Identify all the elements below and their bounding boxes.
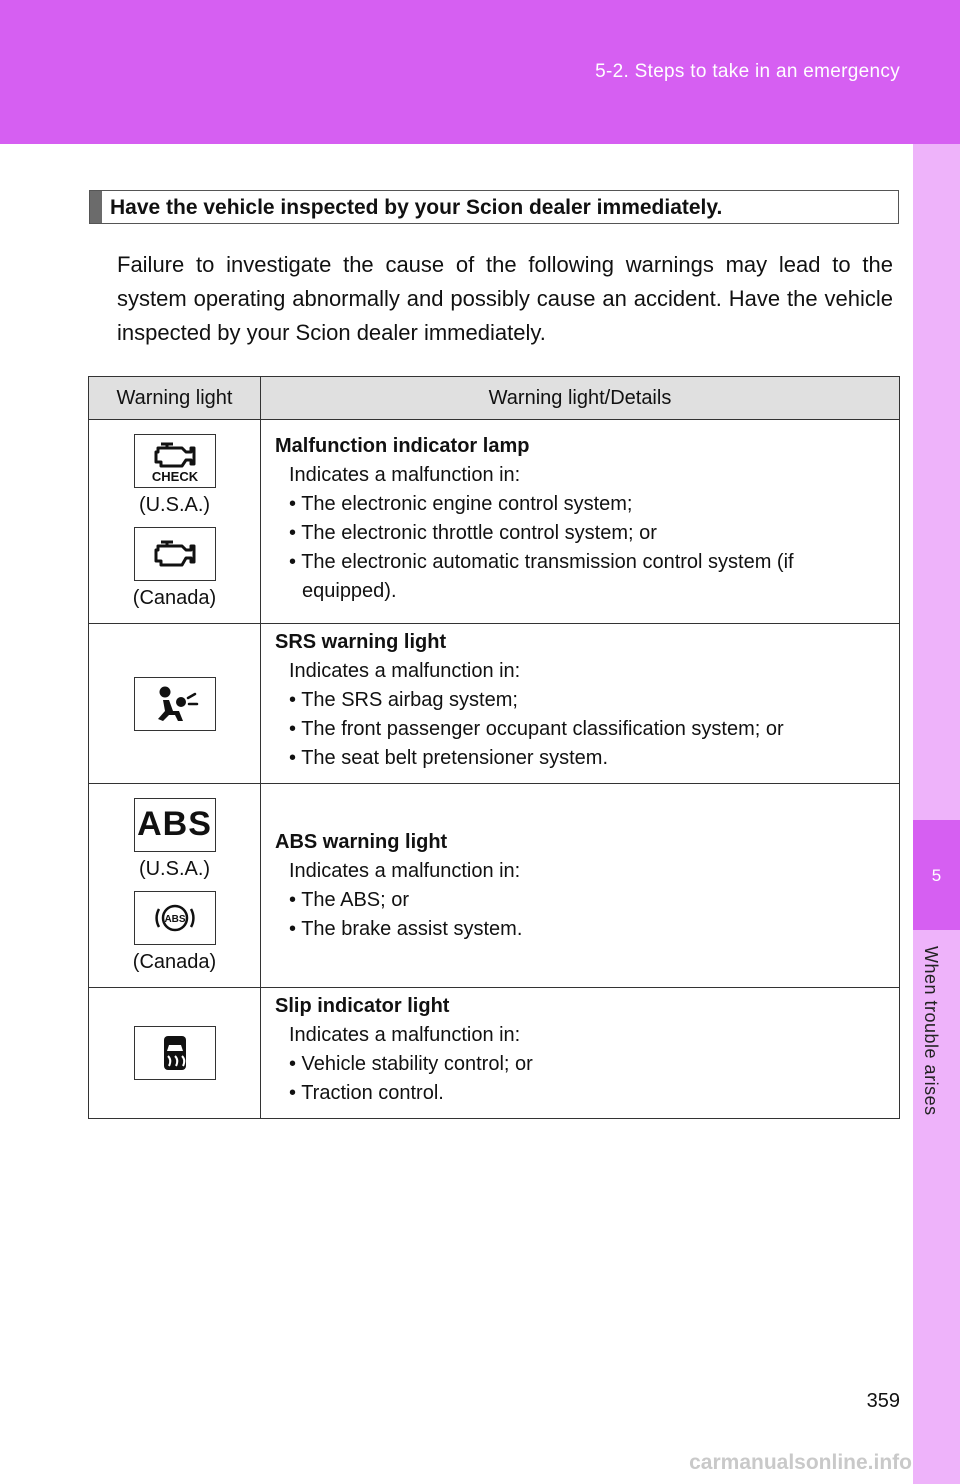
region-canada: (Canada) [132, 950, 217, 973]
detail-item: • The electronic automatic transmission control system (if [289, 551, 794, 573]
footer-watermark: carmanualsonline.info [689, 1451, 912, 1474]
table-row [89, 988, 900, 1119]
detail-intro: Indicates a malfunction in: [289, 660, 521, 682]
svg-text:CHECK: CHECK [151, 468, 198, 484]
page-number: 359 [866, 1390, 900, 1412]
airbag-icon-box [134, 677, 216, 731]
table-row [89, 624, 900, 784]
detail-title: Slip indicator light [275, 995, 450, 1017]
section-title: 5-2. Steps to take in an emergency [595, 61, 900, 82]
detail-intro: Indicates a malfunction in: [289, 859, 521, 882]
details-cell [261, 784, 900, 988]
chapter-title: When trouble arises [921, 946, 941, 1116]
region-canada: (Canada) [132, 586, 217, 609]
detail-item: • The electronic engine control system; [289, 493, 633, 515]
detail-item-continuation: equipped). [302, 580, 397, 602]
detail-title: ABS warning light [275, 830, 448, 853]
slip-icon-box [134, 1026, 216, 1080]
abs-icon: ABS [137, 805, 212, 843]
region-usa: (U.S.A.) [138, 857, 211, 880]
table-header-row [89, 377, 900, 420]
slip-icon [145, 1030, 205, 1076]
header-details: Warning light/Details [261, 377, 900, 420]
light-cell [89, 988, 261, 1119]
airbag-icon [145, 681, 205, 727]
detail-item: • The brake assist system. [289, 917, 523, 940]
detail-intro: Indicates a malfunction in: [289, 1024, 521, 1046]
detail-title: Malfunction indicator lamp [275, 435, 530, 457]
light-cell [89, 624, 261, 784]
check-engine-icon-box [134, 434, 216, 488]
region-usa: (U.S.A.) [138, 493, 211, 516]
check-engine-icon [145, 438, 205, 484]
abs-circle-icon [145, 895, 205, 941]
abs-circle-label: ABS [163, 913, 186, 925]
warning-light-table [88, 376, 900, 1119]
chapter-number: 5 [931, 866, 942, 885]
engine-icon [145, 534, 205, 574]
detail-item: • The electronic throttle control system; or [289, 522, 657, 544]
detail-intro: Indicates a malfunction in: [289, 464, 521, 486]
notice-body: Failure to investigate the cause of the following warnings may lead to the system operating abnormally and possibly cause an accident. Have the vehicle inspected by your Scion dealer immediately. [117, 252, 893, 345]
header-warning-light: Warning light [89, 377, 261, 420]
detail-item: • The ABS; or [289, 888, 410, 911]
details-cell [261, 420, 900, 624]
details-cell [261, 624, 900, 784]
light-cell [89, 784, 261, 988]
table-row [89, 784, 900, 988]
detail-item: • The SRS airbag system; [289, 689, 518, 711]
detail-item: • Vehicle stability control; or [289, 1053, 533, 1075]
table-row [89, 420, 900, 624]
light-cell [89, 420, 261, 624]
heading-accent [90, 191, 102, 223]
detail-title: SRS warning light [275, 631, 447, 653]
page-header [0, 0, 960, 144]
detail-item: • The seat belt pretensioner system. [289, 747, 609, 769]
detail-item: • The front passenger occupant classification system; or [289, 718, 784, 740]
abs-icon-box [134, 798, 216, 852]
details-cell [261, 988, 900, 1119]
notice-heading: Have the vehicle inspected by your Scion dealer immediately. [110, 196, 723, 219]
notice-heading-bar [89, 190, 899, 224]
chapter-sidebar [913, 144, 960, 1484]
detail-item: • Traction control. [289, 1082, 444, 1104]
abs-circle-icon-box [134, 891, 216, 945]
engine-icon-box [134, 527, 216, 581]
